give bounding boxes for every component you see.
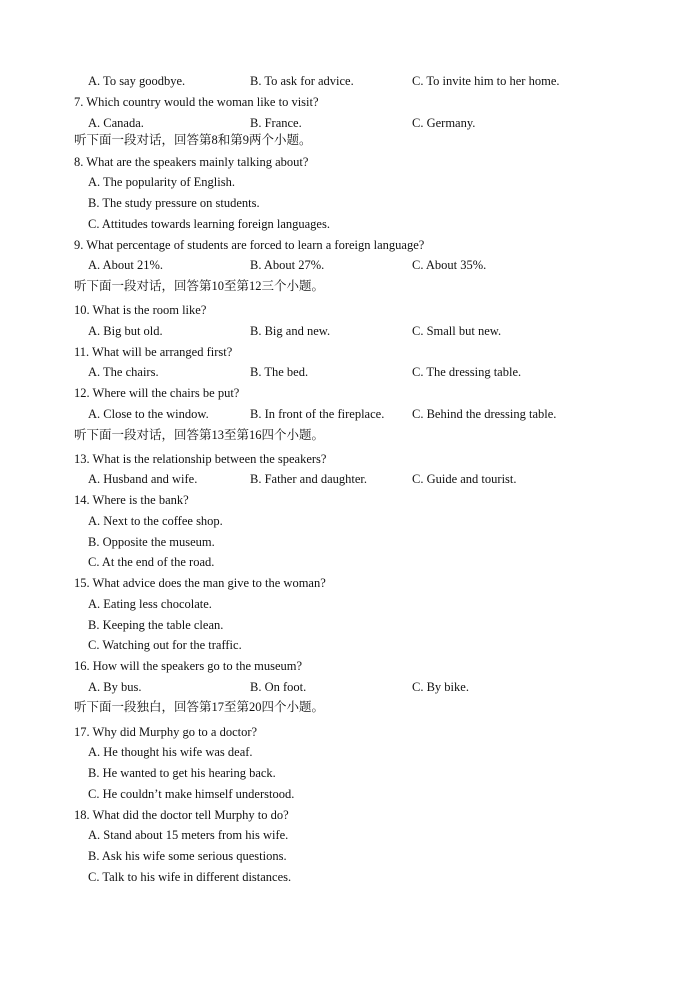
answer-option: B. Opposite the museum. <box>88 535 215 549</box>
answer-option: C. Talk to his wife in different distances. <box>88 870 292 884</box>
answer-option: B. Keeping the table clean. <box>88 618 224 632</box>
answer-option: C. Attitudes towards learning foreign languages. <box>88 217 330 231</box>
answer-option-a: A. The chairs. <box>88 365 159 379</box>
question-text: 12. Where will the chairs be put? <box>74 386 240 400</box>
answer-option-b: B. On foot. <box>250 680 307 694</box>
section-instruction: 听下面一段对话，回答第8和第9两个小题。 <box>74 133 312 147</box>
question-text: 8. What are the speakers mainly talking about? <box>74 155 309 169</box>
answer-option-c: C. About 35%. <box>412 258 487 272</box>
question-text: 15. What advice does the man give to the woman? <box>74 576 326 590</box>
answer-option-a: A. To say goodbye. <box>88 74 186 88</box>
answer-option-c: C. Germany. <box>412 116 476 130</box>
section-instruction: 听下面一段对话，回答第13至第16四个小题。 <box>74 428 325 442</box>
answer-option: B. The study pressure on students. <box>88 196 260 210</box>
answer-option-b: B. France. <box>250 116 302 130</box>
section-instruction: 听下面一段对话，回答第10至第12三个小题。 <box>74 279 325 293</box>
question-text: 16. How will the speakers go to the museum? <box>74 659 303 673</box>
question-text: 14. Where is the bank? <box>74 493 189 507</box>
answer-option-a: A. Close to the window. <box>88 407 209 421</box>
answer-option-c: C. Guide and tourist. <box>412 472 517 486</box>
question-text: 11. What will be arranged first? <box>74 345 233 359</box>
answer-option-b: B. The bed. <box>250 365 309 379</box>
answer-option-a: A. By bus. <box>88 680 142 694</box>
answer-option-c: C. Behind the dressing table. <box>412 407 557 421</box>
answer-option-c: C. By bike. <box>412 680 469 694</box>
answer-option: C. He couldn’t make himself understood. <box>88 787 295 801</box>
question-text: 10. What is the room like? <box>74 303 207 317</box>
answer-option-b: B. About 27%. <box>250 258 325 272</box>
answer-option-a: A. Big but old. <box>88 324 163 338</box>
answer-option: C. At the end of the road. <box>88 555 215 569</box>
answer-option: A. Eating less chocolate. <box>88 597 212 611</box>
answer-option-a: A. About 21%. <box>88 258 163 272</box>
question-text: 18. What did the doctor tell Murphy to do? <box>74 808 289 822</box>
section-instruction: 听下面一段独白，回答第17至第20四个小题。 <box>74 700 325 714</box>
answer-option: A. Stand about 15 meters from his wife. <box>88 828 289 842</box>
answer-option-b: B. Big and new. <box>250 324 331 338</box>
question-text: 7. Which country would the woman like to visit? <box>74 95 319 109</box>
answer-option-c: C. Small but new. <box>412 324 502 338</box>
question-text: 13. What is the relationship between the speakers? <box>74 452 327 466</box>
answer-option-c: C. To invite him to her home. <box>412 74 560 88</box>
answer-option: A. The popularity of English. <box>88 175 235 189</box>
answer-option-c: C. The dressing table. <box>412 365 522 379</box>
answer-option-b: B. To ask for advice. <box>250 74 354 88</box>
answer-option-a: A. Canada. <box>88 116 144 130</box>
answer-option-b: B. Father and daughter. <box>250 472 367 486</box>
answer-option-a: A. Husband and wife. <box>88 472 198 486</box>
answer-option: C. Watching out for the traffic. <box>88 638 242 652</box>
question-text: 17. Why did Murphy go to a doctor? <box>74 725 258 739</box>
question-text: 9. What percentage of students are forced to learn a foreign language? <box>74 238 425 252</box>
answer-option: A. Next to the coffee shop. <box>88 514 223 528</box>
answer-option-b: B. In front of the fireplace. <box>250 407 385 421</box>
answer-option: B. He wanted to get his hearing back. <box>88 766 276 780</box>
answer-option: A. He thought his wife was deaf. <box>88 745 253 759</box>
answer-option: B. Ask his wife some serious questions. <box>88 849 287 863</box>
